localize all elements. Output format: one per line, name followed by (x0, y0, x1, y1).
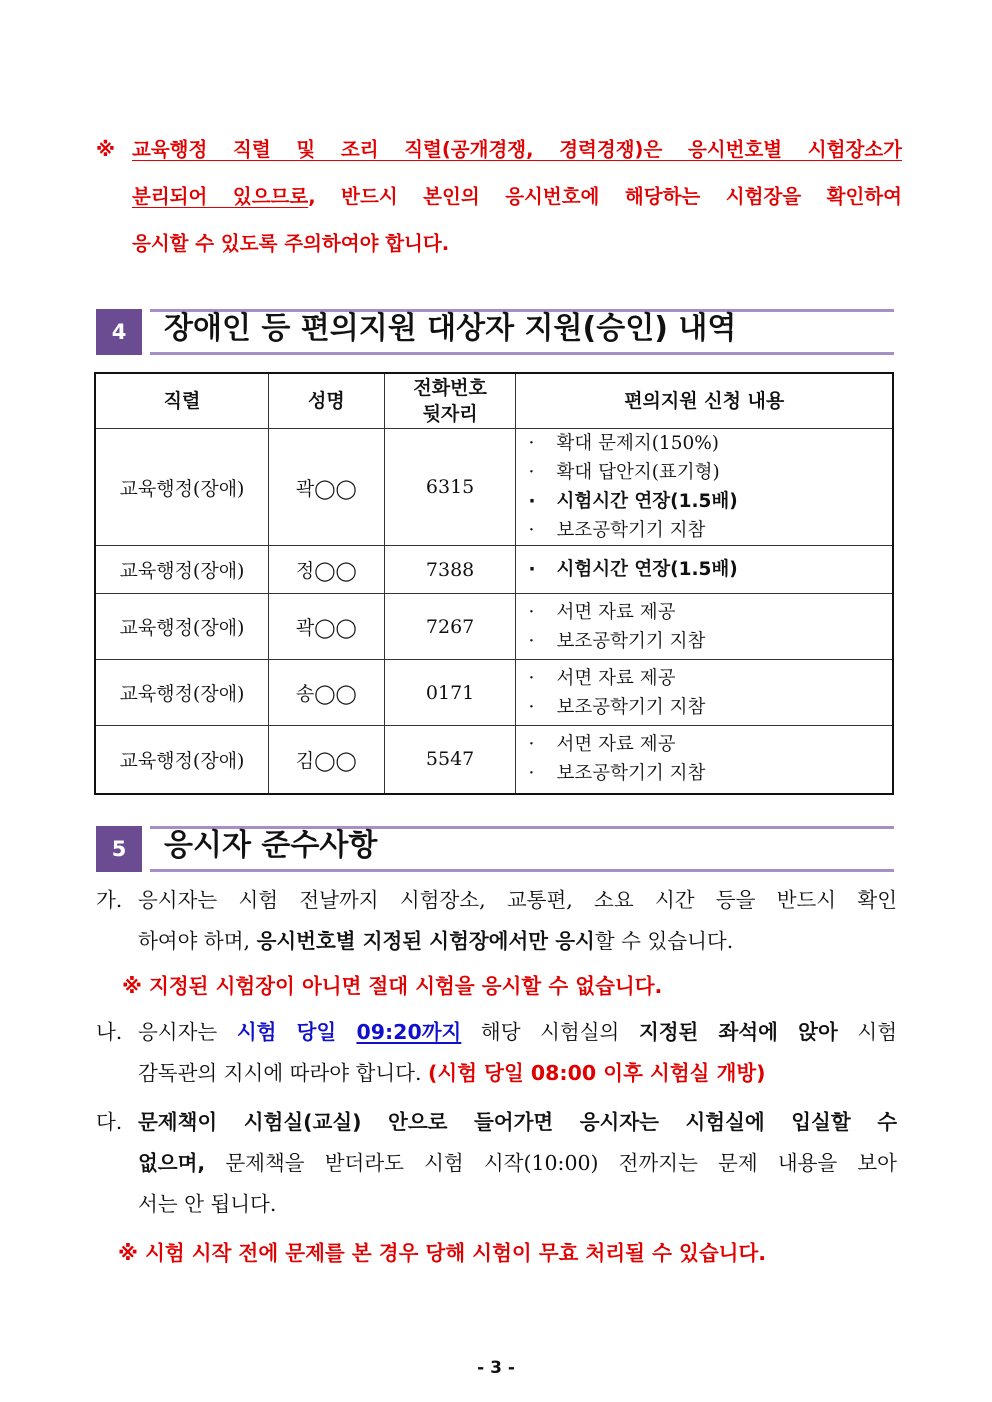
cell-phone: 6315 (384, 429, 516, 546)
bullet: · (528, 667, 535, 689)
support-table (94, 372, 894, 795)
support-item-text: 확대 문제지(150%) (556, 433, 720, 454)
support-item (528, 598, 892, 627)
cell-name: 김◯◯ (269, 726, 385, 794)
support-item (528, 429, 892, 458)
support-item-text: 보조공학기기 지참 (556, 763, 706, 785)
cell-series: 교육행정(장애) (95, 594, 269, 660)
rule-label: 나. (96, 1020, 123, 1044)
cell-support (516, 660, 893, 726)
support-item-text: 서면 자료 제공 (556, 667, 676, 689)
table-row (95, 594, 893, 660)
support-item (528, 555, 892, 584)
support-item (528, 693, 892, 722)
rule-da: 다. 문제책이 시험실(교실) 안으로 들어가면 응시자는 시험실에 입실할 수 없으며, 문제책을 받더라도 시험 시작(10:00) 전까지는 문제 내용을 보아 서는 안 됩니다. (96, 1102, 897, 1225)
rule-label: 가. (96, 888, 123, 912)
support-item-text: 시험시간 연장(1.5배) (556, 491, 738, 512)
cell-name: 곽◯◯ (269, 429, 385, 546)
support-item-text: 보조공학기기 지참 (556, 520, 706, 541)
support-item-text: 확대 답안지(표기형) (556, 462, 720, 483)
table-row (95, 429, 893, 546)
bullet: · (528, 601, 535, 623)
section-rule-bottom (150, 352, 894, 355)
header-support: 편의지원 신청 내용 (516, 373, 893, 429)
bullet: · (528, 462, 535, 483)
cell-name: 정◯◯ (269, 546, 385, 594)
page-number: - 3 - (477, 1358, 515, 1378)
cell-series: 교육행정(장애) (95, 546, 269, 594)
reference-mark: ※ (96, 138, 115, 161)
cell-name: 곽◯◯ (269, 594, 385, 660)
bullet: · (528, 491, 536, 512)
section-title: 응시자 준수사항 (164, 828, 378, 863)
cell-support (516, 726, 893, 794)
support-item-text: 서면 자료 제공 (556, 601, 676, 623)
support-item (528, 730, 892, 759)
support-item-text: 보조공학기기 지참 (556, 696, 706, 718)
notice-line-2: 분리되어 있으므로, 반드시 본인의 응시번호에 해당하는 시험장을 확인하여 (132, 185, 902, 208)
support-item-text: 시험시간 연장(1.5배) (556, 559, 738, 580)
header-phone: 전화번호 뒷자리 (384, 373, 516, 429)
section-number: 4 (96, 309, 142, 355)
section-rule-bottom (150, 869, 894, 872)
warning-early-viewing: ※ 시험 시작 전에 문제를 본 경우 당해 시험이 무효 처리될 수 있습니다. (118, 1241, 767, 1265)
warning-designated-site: ※ 지정된 시험장이 아니면 절대 시험을 응시할 수 없습니다. (122, 974, 663, 998)
notice-line-1: ※ 교육행정 직렬 및 조리 직렬(공개경쟁, 경력경쟁)은 응시번호별 시험장소가 (96, 126, 902, 173)
table-row (95, 546, 893, 594)
cell-series: 교육행정(장애) (95, 429, 269, 546)
cell-support (516, 594, 893, 660)
bullet: · (528, 696, 535, 718)
section-4-header (96, 309, 894, 355)
support-item (528, 458, 892, 487)
cell-phone: 5547 (384, 726, 516, 794)
cell-phone: 7267 (384, 594, 516, 660)
section-title: 장애인 등 편의지원 대상자 지원(승인) 내역 (164, 311, 737, 346)
notice-line-3: 응시할 수 있도록 주의하여야 합니다. (132, 232, 450, 255)
support-item-text: 서면 자료 제공 (556, 734, 676, 756)
cell-name: 송◯◯ (269, 660, 385, 726)
bullet: · (528, 433, 535, 454)
support-item (528, 516, 892, 545)
cell-phone: 0171 (384, 660, 516, 726)
cell-support (516, 429, 893, 546)
support-item (528, 627, 892, 656)
section-number: 5 (96, 826, 142, 872)
exam-location-notice (96, 126, 902, 267)
header-name: 성명 (269, 373, 385, 429)
rule-label: 다. (96, 1110, 123, 1134)
support-item-text: 보조공학기기 지참 (556, 630, 706, 652)
header-series: 직렬 (95, 373, 269, 429)
section-5-header (96, 826, 894, 872)
bullet: · (528, 763, 535, 785)
support-item (528, 759, 892, 788)
bullet: · (528, 630, 535, 652)
rule-na: 나. 응시자는 시험 당일 09:20까지 해당 시험실의 지정된 좌석에 앉아 시험 감독관의 지시에 따라야 합니다. (시험 당일 08:00 이후 시험실 개방) (96, 1012, 897, 1094)
bullet: · (528, 734, 535, 756)
candidate-rules (96, 880, 897, 1279)
bullet: · (528, 559, 536, 580)
cell-support (516, 546, 893, 594)
table-row (95, 660, 893, 726)
cell-series: 교육행정(장애) (95, 726, 269, 794)
cell-phone: 7388 (384, 546, 516, 594)
cell-series: 교육행정(장애) (95, 660, 269, 726)
rule-ga: 가. 응시자는 시험 전날까지 시험장소, 교통편, 소요 시간 등을 반드시 확인 하여야 하며, 응시번호별 지정된 시험장에서만 응시할 수 있습니다. (96, 880, 897, 962)
support-item (528, 664, 892, 693)
bullet: · (528, 520, 535, 541)
table-row (95, 726, 893, 794)
table-header-row (95, 373, 893, 429)
support-item (528, 487, 892, 516)
